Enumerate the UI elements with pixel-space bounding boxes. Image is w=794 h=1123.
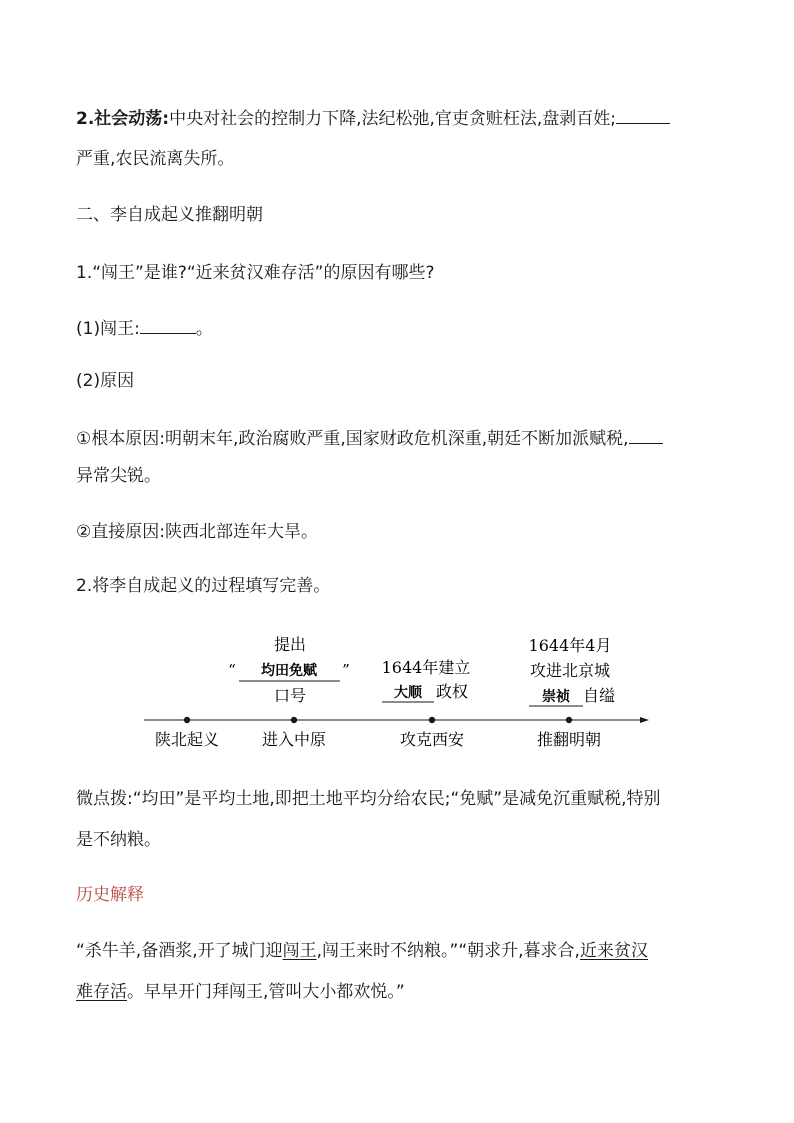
- reason-text: ①根本原因:明朝末年,政治腐败严重,国家财政危机深重,朝廷不断加派赋税,: [76, 429, 629, 449]
- annotation-text: 口号: [273, 686, 307, 705]
- question-2: 2.将李自成起义的过程填写完善。: [76, 576, 331, 596]
- annotation-text: 攻进北京城: [529, 661, 611, 680]
- paragraph-continuation: [76, 148, 234, 170]
- filled-answer: 大顺: [394, 685, 422, 701]
- quote-underlined: 闯王: [282, 941, 317, 961]
- timeline-node: [429, 717, 435, 723]
- fill-blank[interactable]: [140, 317, 196, 334]
- timeline-diagram: [0, 625, 794, 755]
- reason-1: [76, 427, 663, 450]
- quote-line: [76, 981, 405, 1003]
- quote-underlined: 难存活: [76, 982, 127, 1002]
- quote-text: ,闯王来时不纳粮。”“朝求升,暮求合,: [316, 941, 580, 961]
- timeline-node: [291, 717, 297, 723]
- filled-answer: 崇祯: [542, 689, 570, 705]
- tip-line: 是不纳粮。: [76, 830, 161, 850]
- term-label: 2.社会动荡:: [76, 109, 170, 129]
- paragraph-text: 中央对社会的控制力下降,法纪松弛,官吏贪赃枉法,盘剥百姓;: [169, 109, 617, 129]
- annotation-text: 自缢: [582, 686, 616, 705]
- section-title: 二、李自成起义推翻明朝: [76, 205, 263, 225]
- timeline-arrow-icon: [640, 717, 649, 723]
- event-label: 进入中原: [261, 730, 327, 749]
- paragraph-social-unrest: [76, 107, 670, 130]
- answer-1b: (2)原因: [76, 371, 135, 391]
- reason-1-continuation: 异常尖锐。: [76, 466, 161, 486]
- answer-label: (1)闯王:: [76, 319, 140, 339]
- event-label: 陕北起义: [154, 730, 220, 749]
- tip-line: 微点拨:“均田”是平均土地,即把土地平均分给农民;“免赋”是减免沉重赋税,特别: [76, 789, 661, 809]
- filled-answer: 均田免赋: [261, 663, 317, 679]
- reason-2: ②直接原因:陕西北部连年大旱。: [76, 522, 318, 542]
- annotation-text: 1644年建立: [381, 658, 471, 677]
- quote-mark: “: [228, 661, 236, 679]
- fill-blank[interactable]: [616, 107, 670, 124]
- annotation-text: 政权: [435, 682, 469, 701]
- question-1: 1.“闯王”是谁?“近来贫汉难存活”的原因有哪些?: [76, 263, 435, 283]
- answer-1a: [76, 317, 213, 340]
- event-label: 推翻明朝: [536, 730, 602, 749]
- event-label: 攻克西安: [399, 730, 465, 749]
- quote-text: “杀牛羊,备酒浆,开了城门迎: [76, 941, 283, 961]
- quote-mark: ”: [342, 661, 350, 679]
- fill-blank[interactable]: [629, 427, 663, 444]
- paragraph-text: 严重,农民流离失所。: [76, 149, 235, 169]
- punctuation: 。: [195, 319, 213, 339]
- quote-line: [76, 940, 648, 962]
- annotation-text: 提出: [273, 635, 307, 654]
- section-heading: 历史解释: [76, 885, 144, 905]
- annotation-text: 1644年4月: [528, 636, 612, 655]
- timeline-node: [566, 717, 572, 723]
- quote-underlined: 近来贫汉: [579, 941, 648, 961]
- timeline-node: [184, 717, 190, 723]
- quote-text: 。早早开门拜闯王,管叫大小都欢悦。”: [127, 982, 405, 1002]
